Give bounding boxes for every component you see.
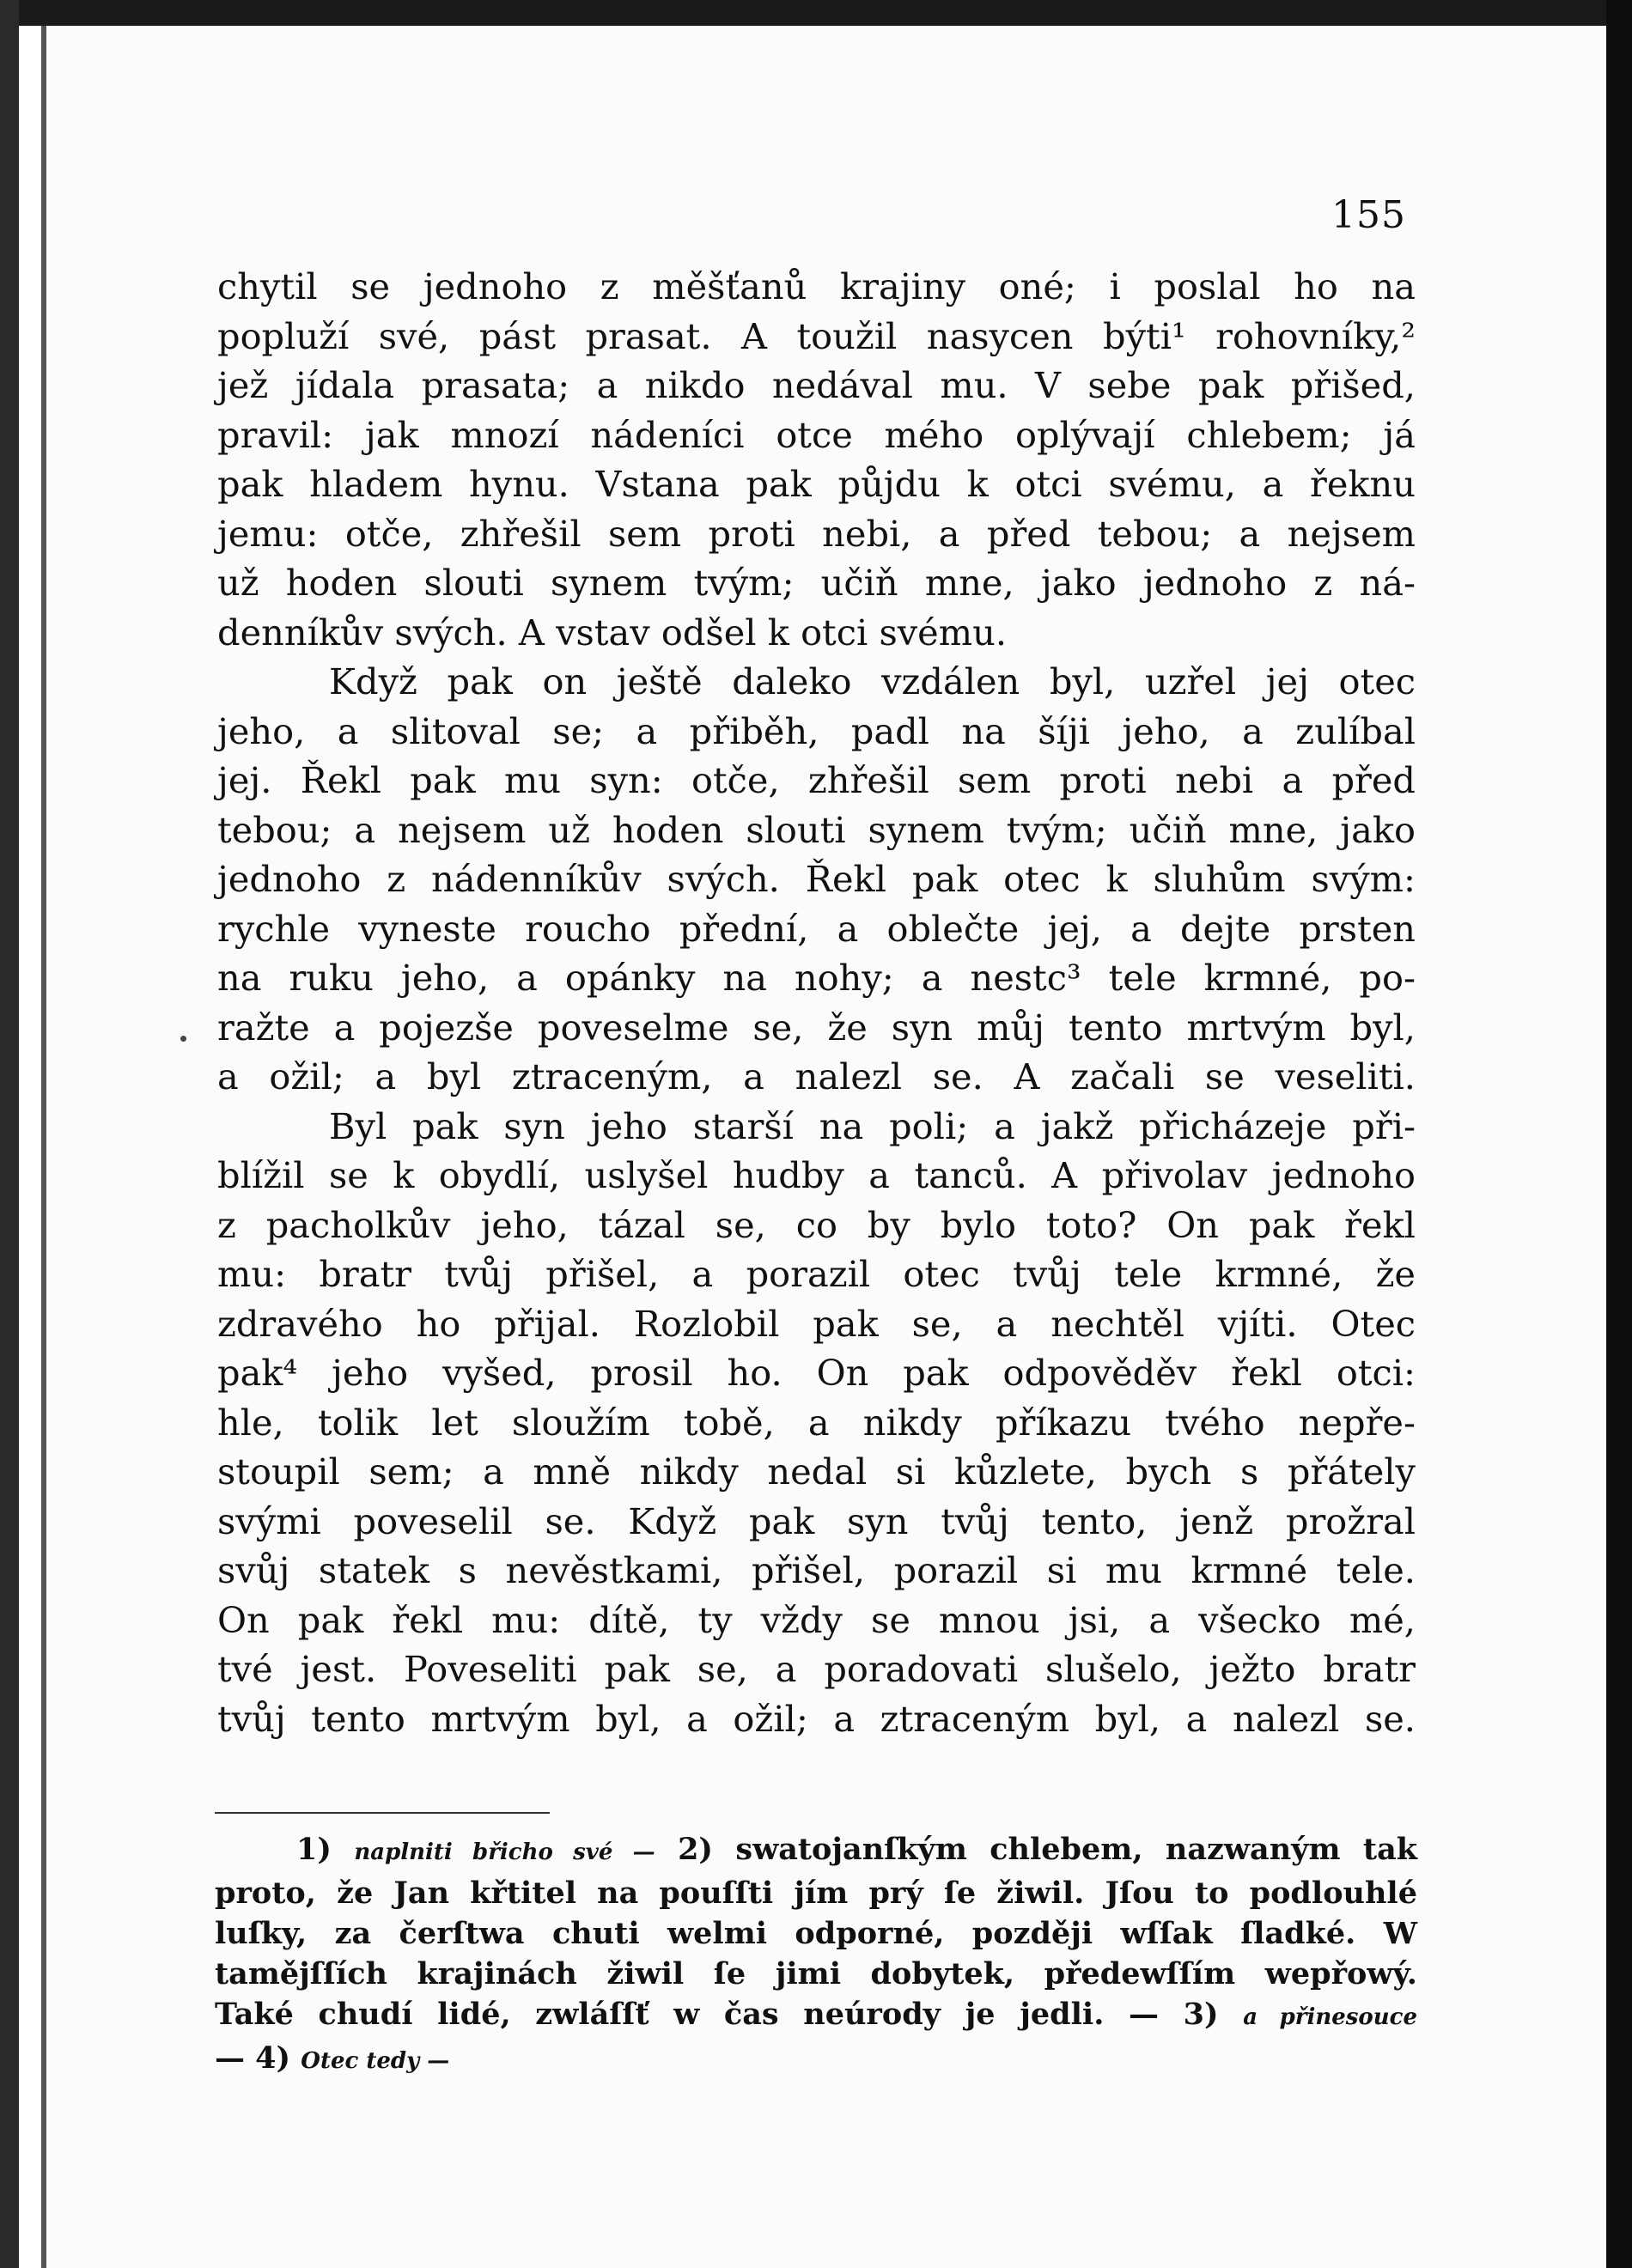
text-line: ražte a pojezše poveselme se, že syn můj tento mrtvým byl, <box>217 1006 1416 1049</box>
body-text <box>217 262 1416 1743</box>
text-line: rychle vyneste roucho přední, a oblečte jej, a dejte prsten <box>217 907 1416 950</box>
text-line: na ruku jeho, a opánky na nohy; a nestc³ tele krmné, po- <box>217 957 1416 999</box>
text-line: jednoho z nádenníkův svých. Řekl pak otec k sluhům svým: <box>217 858 1416 900</box>
page-number: 155 <box>1331 193 1406 237</box>
footnote-ref-text: Otec tedy — <box>301 2048 450 2074</box>
footnote-line <box>215 1994 1417 2038</box>
text-line: Byl pak syn jeho starší na poli; a jakž přicházeje při- <box>329 1104 1416 1147</box>
text-line: stoupil sem; a mně nikdy nedal si kůzlete, bych s přátely <box>217 1450 1416 1493</box>
text-line: jeho, a slitoval se; a přiběh, padl na šíji jeho, a zulíbal <box>217 709 1416 752</box>
footnote-marker: 3) <box>1183 1997 1219 2032</box>
text-line: tebou; a nejsem už hoden slouti synem tvým; učiň mne, jako <box>217 808 1416 851</box>
text-line: tvůj tento mrtvým byl, a ožil; a ztraceným byl, a nalezl se. <box>217 1697 1416 1740</box>
footnote-line <box>215 2038 1417 2082</box>
text-line: pak⁴ jeho vyšed, prosil ho. On pak odpověděv řekl otci: <box>217 1352 1416 1394</box>
footnote-marker: — 4) <box>215 2040 291 2076</box>
text-line: blížil se k obydlí, uslyšel hudby a tanců. A přivolav jednoho <box>217 1154 1416 1196</box>
scan-border-top <box>0 0 1632 26</box>
text-line: už hoden slouti synem tvým; učiň mne, jako jednoho z ná- <box>217 562 1416 604</box>
text-line: svůj statek s nevěstkami, přišel, porazil si mu krmné tele. <box>217 1549 1416 1591</box>
footnote-line: tamějſſích krajinách žiwil ſe jimi dobytek, předewſſím wepřowý. <box>215 1956 1417 1991</box>
text-line: pak hladem hynu. Vstana pak půjdu k otci svému, a řeknu <box>217 463 1416 505</box>
text-line: denníkův svých. A vstav odšel k otci svému. <box>217 611 1008 654</box>
footnote-divider <box>215 1812 550 1814</box>
footnotes <box>215 1829 1417 2082</box>
text-line: a ožil; a byl ztraceným, a nalezl se. A začali se veseliti. <box>217 1055 1416 1098</box>
margin-speck <box>180 1036 186 1042</box>
text-line: zdravého ho přijal. Rozlobil pak se, a nechtěl vjíti. Otec <box>217 1302 1416 1345</box>
text-line: tvé jest. Poveseliti pak se, a poradovati slušelo, ježto bratr <box>217 1648 1416 1690</box>
footnote-line: proto, že Jan křtitel na pouſſti jím prý ſe žiwil. Jſou to podlouhlé <box>215 1876 1417 1911</box>
footnote-ref-text: naplniti břicho své — <box>354 1839 655 1865</box>
footnote-line: luſky, za čerſtwa chuti welmi odporné, později wſſak ſladké. W <box>215 1916 1417 1951</box>
scan-border-right <box>1606 0 1632 2268</box>
text-line: chytil se jednoho z měšťanů krajiny oné; i poslal ho na <box>217 265 1416 307</box>
text-line: jež jídala prasata; a nikdo nedával mu. V sebe pak přišed, <box>217 364 1416 406</box>
text-line: jemu: otče, zhřešil sem proti nebi, a před tebou; a nejsem <box>217 512 1416 555</box>
footnote-text: Také chudí lidé, zwláſſť w čas neúrody je jedli. — <box>215 1997 1160 2032</box>
footnote-marker: 1) <box>296 1832 332 1867</box>
text-line: z pacholkův jeho, tázal se, co by bylo toto? On pak řekl <box>217 1203 1416 1246</box>
text-line: hle, tolik let sloužím tobě, a nikdy příkazu tvého nepře- <box>217 1401 1416 1444</box>
text-line: mu: bratr tvůj přišel, a porazil otec tvůj tele krmné, že <box>217 1253 1416 1295</box>
footnote-line <box>215 1829 1417 1873</box>
text-line: pravil: jak mnozí nádeníci otce mého oplývají chlebem; já <box>217 413 1416 456</box>
scan-border-left <box>0 0 19 2268</box>
text-line: svými poveselil se. Když pak syn tvůj tento, jenž prožral <box>217 1499 1416 1542</box>
footnote-ref-text: a přinesouce <box>1243 2004 1418 2030</box>
footnote-text: 2) swatojanſkým chlebem, nazwaným tak <box>678 1832 1418 1867</box>
text-line: popluží své, pást prasat. A toužil nasycen býti¹ rohovníky,² <box>217 314 1416 357</box>
text-line: Když pak on ještě daleko vzdálen byl, uzřel jej otec <box>329 660 1416 702</box>
text-line: jej. Řekl pak mu syn: otče, zhřešil sem proti nebi a před <box>217 759 1416 801</box>
text-line: On pak řekl mu: dítě, ty vždy se mnou jsi, a všecko mé, <box>217 1598 1416 1641</box>
